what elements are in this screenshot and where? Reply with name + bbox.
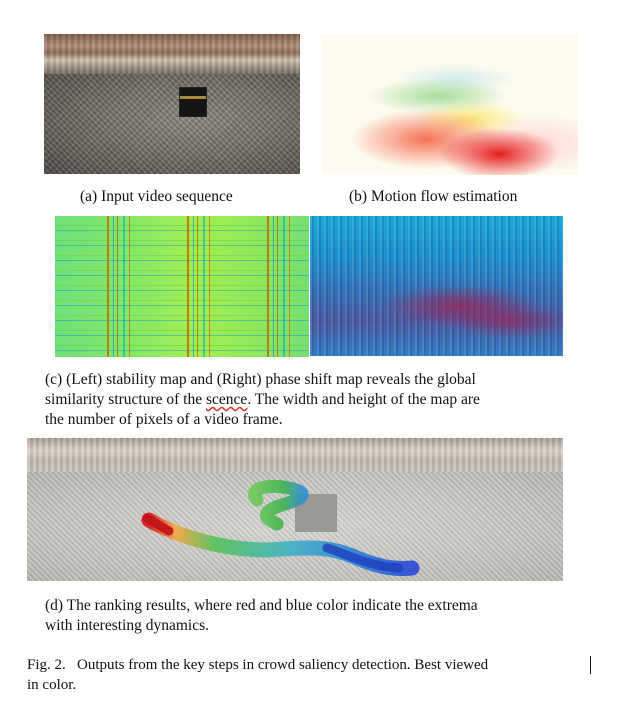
figure-caption bbox=[27, 655, 587, 695]
saliency-arc-upper bbox=[254, 487, 302, 525]
caption-d-line1: (d) The ranking results, where red and blue color indicate the extrema bbox=[45, 597, 478, 614]
caption-c-line1: (c) (Left) stability map and (Right) phase shift map reveals the global bbox=[45, 371, 476, 388]
caption-d-line2: with interesting dynamics. bbox=[45, 617, 210, 634]
caption-d bbox=[45, 596, 565, 636]
caption-c-line3: the number of pixels of a video frame. bbox=[45, 411, 283, 428]
caption-b: (b) Motion flow estimation bbox=[349, 188, 518, 205]
caption-c-line2: similarity structure of the scence. The width and height of the map are bbox=[45, 391, 480, 408]
crowd-floor-region bbox=[44, 74, 300, 174]
saliency-overlay bbox=[27, 438, 563, 581]
stability-map-image bbox=[55, 216, 309, 357]
input-video-frame-image bbox=[44, 34, 300, 174]
stands-region bbox=[44, 34, 300, 76]
misspelled-word: scence bbox=[206, 391, 248, 408]
figure-caption-line1: Fig. 2. Outputs from the key steps in crowd saliency detection. Best viewed bbox=[27, 657, 489, 673]
caption-a: (a) Input video sequence bbox=[80, 188, 233, 205]
motion-flow-image bbox=[321, 34, 578, 175]
margin-change-bar bbox=[590, 656, 591, 674]
figure-caption-line2: in color. bbox=[27, 677, 77, 693]
caption-c bbox=[45, 370, 565, 430]
phase-shift-map-image bbox=[310, 216, 563, 356]
ranking-results-image bbox=[27, 438, 563, 581]
central-structure bbox=[180, 88, 206, 116]
